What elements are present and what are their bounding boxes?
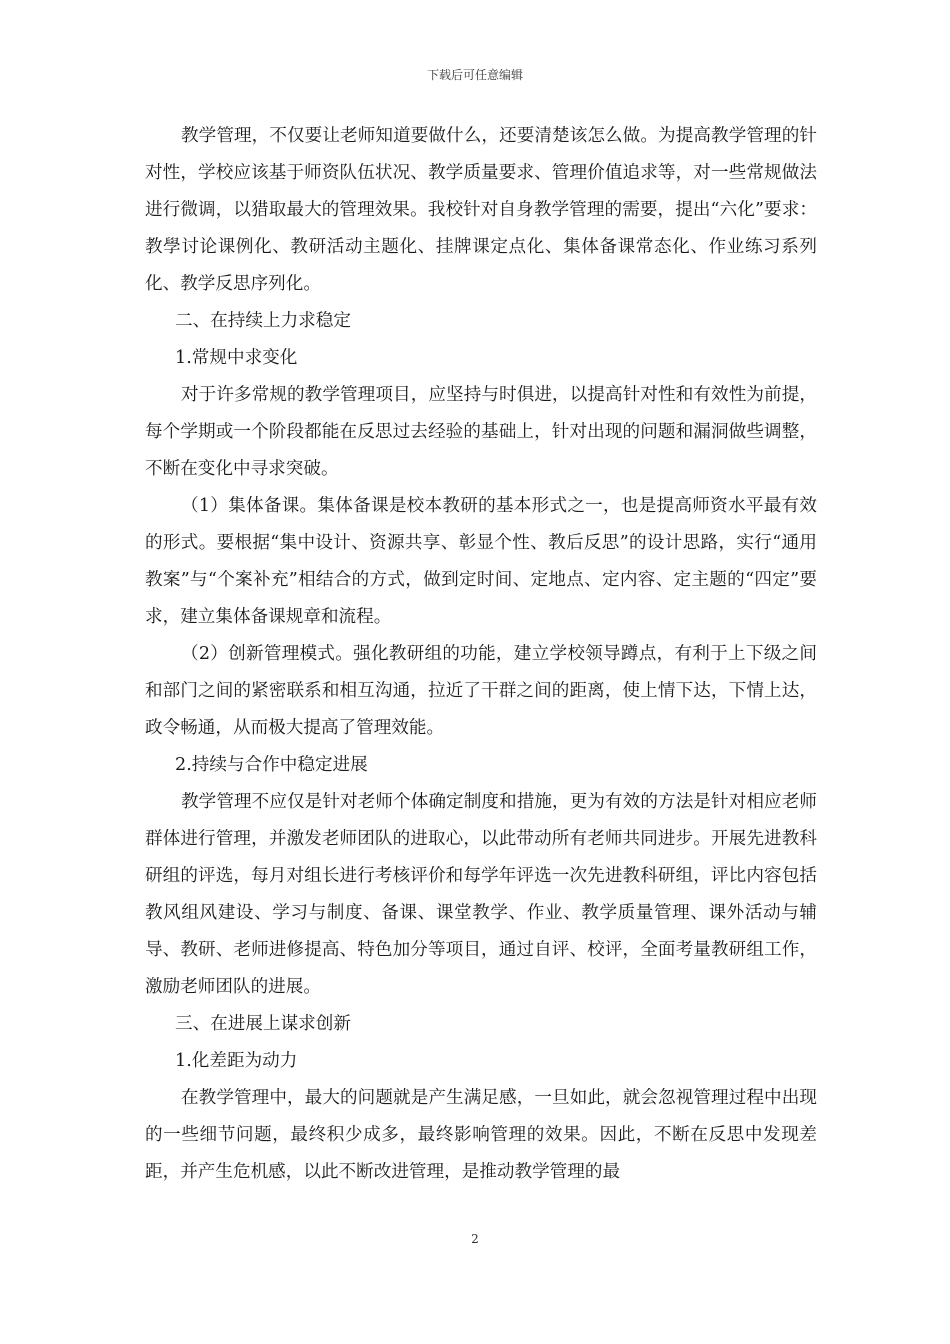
subsection-heading-2-1: 1.常规中求变化 [175, 348, 298, 368]
paragraph-gap-to-motivation: 在教学管理中，最大的问题就是产生满足感，一旦如此，就会忽视管理过程中出现的一些细节问题，最终积少成多，最终影响管理的效果。因此，不断在反思中发现差距，并产生危机感，以此不断改进管理，是推动教学管理的最 [145, 1088, 817, 1182]
section-heading-3: 三、在进展上谋求创新 [175, 1014, 351, 1034]
section-heading-2: 二、在持续上力求稳定 [175, 311, 351, 331]
paragraph-teacher-groups: 教学管理不应仅是针对老师个体确定制度和措施，更为有效的方法是针对相应老师群体进行管理，并激发老师团队的进取心，以此带动所有老师共同进步。开展先进教科研组的评选，每月对组长进行考核评价和每学年评选一次先进教科研组，评比内容包括教风组风建设、学习与制度、备课、课堂教学、作业、教学质量管理、课外活动与辅导、教研、老师进修提高、特色加分等项目，通过自评、校评，全面考量教研组工作，激励老师团队的进展。 [145, 792, 817, 997]
paragraph-collective-lesson-prep: （1）集体备课。集体备课是校本教研的基本形式之一，也是提高师资水平最有效的形式。要根据“集中设计、资源共享、彰显个性、教后反思”的设计思路，实行“通用教案”与“个案补充”相结合的方式，做到定时间、定地点、定内容、定主题的“四定”要求，建立集体备课规章和流程。 [145, 496, 817, 627]
page-header: 下载后可任意编辑 [426, 68, 523, 82]
page-number: 2 [471, 1232, 479, 1246]
paragraph-innovative-management: （2）创新管理模式。强化教研组的功能，建立学校领导蹲点，有利于上下级之间和部门之间的紧密联系和相互沟通，拉近了干群之间的距离，使上情下达，下情上达，政令畅通，从而极大提高了管理效能。 [145, 644, 817, 738]
subsection-heading-2-2: 2.持续与合作中稳定进展 [175, 755, 368, 775]
document-body [145, 118, 817, 1191]
paragraph-routine-change: 对于许多常规的教学管理项目，应坚持与时俱进，以提高针对性和有效性为前提，每个学期或一个阶段都能在反思过去经验的基础上，针对出现的问题和漏洞做些调整，不断在变化中寻求突破。 [145, 385, 817, 479]
paragraph-teaching-management-intro: 教学管理，不仅要让老师知道要做什么，还要清楚该怎么做。为提高教学管理的针对性，学校应该基于师资队伍状况、教学质量要求、管理价值追求等，对一些常规做法进行微调，以猎取最大的管理效果。我校针对自身教学管理的需要，提出“六化”要求：教學讨论课例化、教研活动主题化、挂牌课定点化、集体备课常态化、作业练习系列化、教学反思序列化。 [145, 126, 817, 294]
subsection-heading-3-1: 1.化差距为动力 [175, 1051, 298, 1071]
